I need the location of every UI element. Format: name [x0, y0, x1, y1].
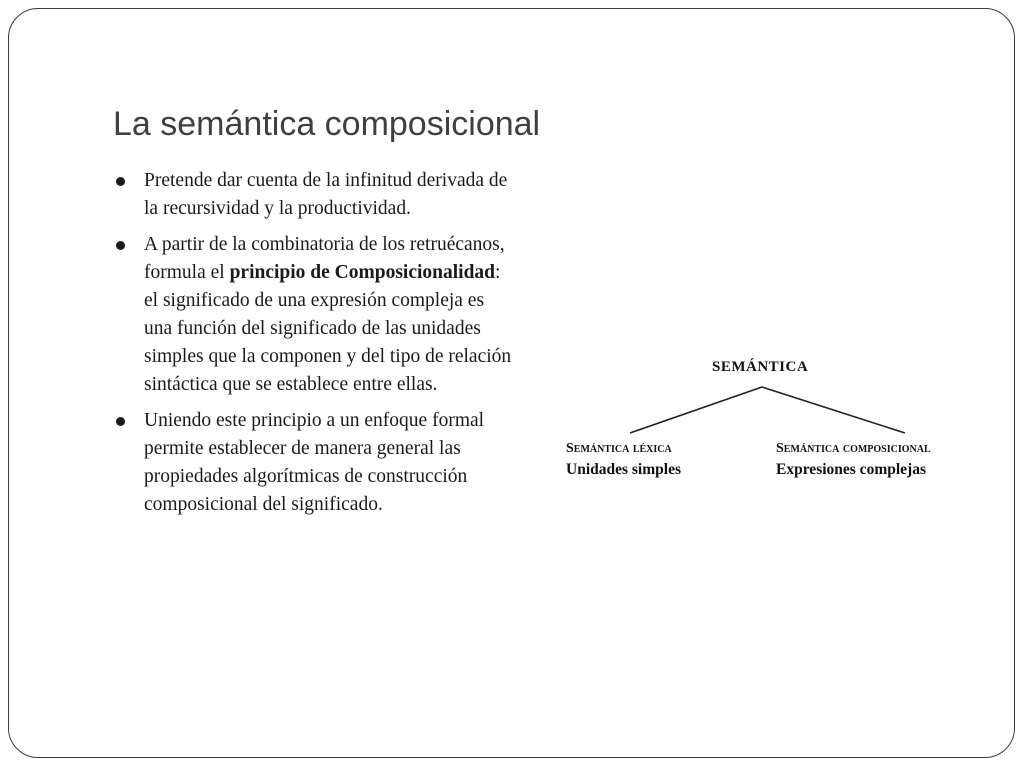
tree-right-title: Semántica composicional: [776, 441, 931, 456]
bullet-2-text-before: A partir de la combinatoria de los retruécanos, formula el: [144, 234, 505, 283]
tree-left-title: Semántica léxica: [566, 441, 672, 456]
bullet-2-text-after: : el significado de una expresión compleja es una función del significado de las unidades simples que la componen y del tipo de relación sintáctica que se establece entre ellas.: [144, 262, 512, 395]
bullet-item-1: [144, 167, 514, 223]
tree-left-subtitle: Unidades simples: [566, 461, 681, 478]
branch-right: [762, 387, 905, 433]
branch-left: [630, 387, 762, 433]
bullet-item-2: [144, 231, 514, 399]
bullet-3-text: Uniendo este principio a un enfoque formal permite establecer de manera general las propiedades algorítmicas de construcción composicional del significado.: [144, 410, 485, 515]
bullet-1-text: Pretende dar cuenta de la infinitud derivada de la recursividad y la productividad.: [144, 170, 508, 219]
semantics-tree-diagram: [560, 345, 970, 495]
bullet-list: [144, 167, 514, 527]
bullet-2-term: principio de Composicionalidad: [229, 262, 496, 283]
tree-root-label: SEMÁNTICA: [712, 359, 809, 375]
slide-title: La semántica composicional: [113, 105, 541, 143]
bullet-item-3: [144, 407, 514, 519]
tree-right-subtitle: Expresiones complejas: [776, 461, 926, 478]
